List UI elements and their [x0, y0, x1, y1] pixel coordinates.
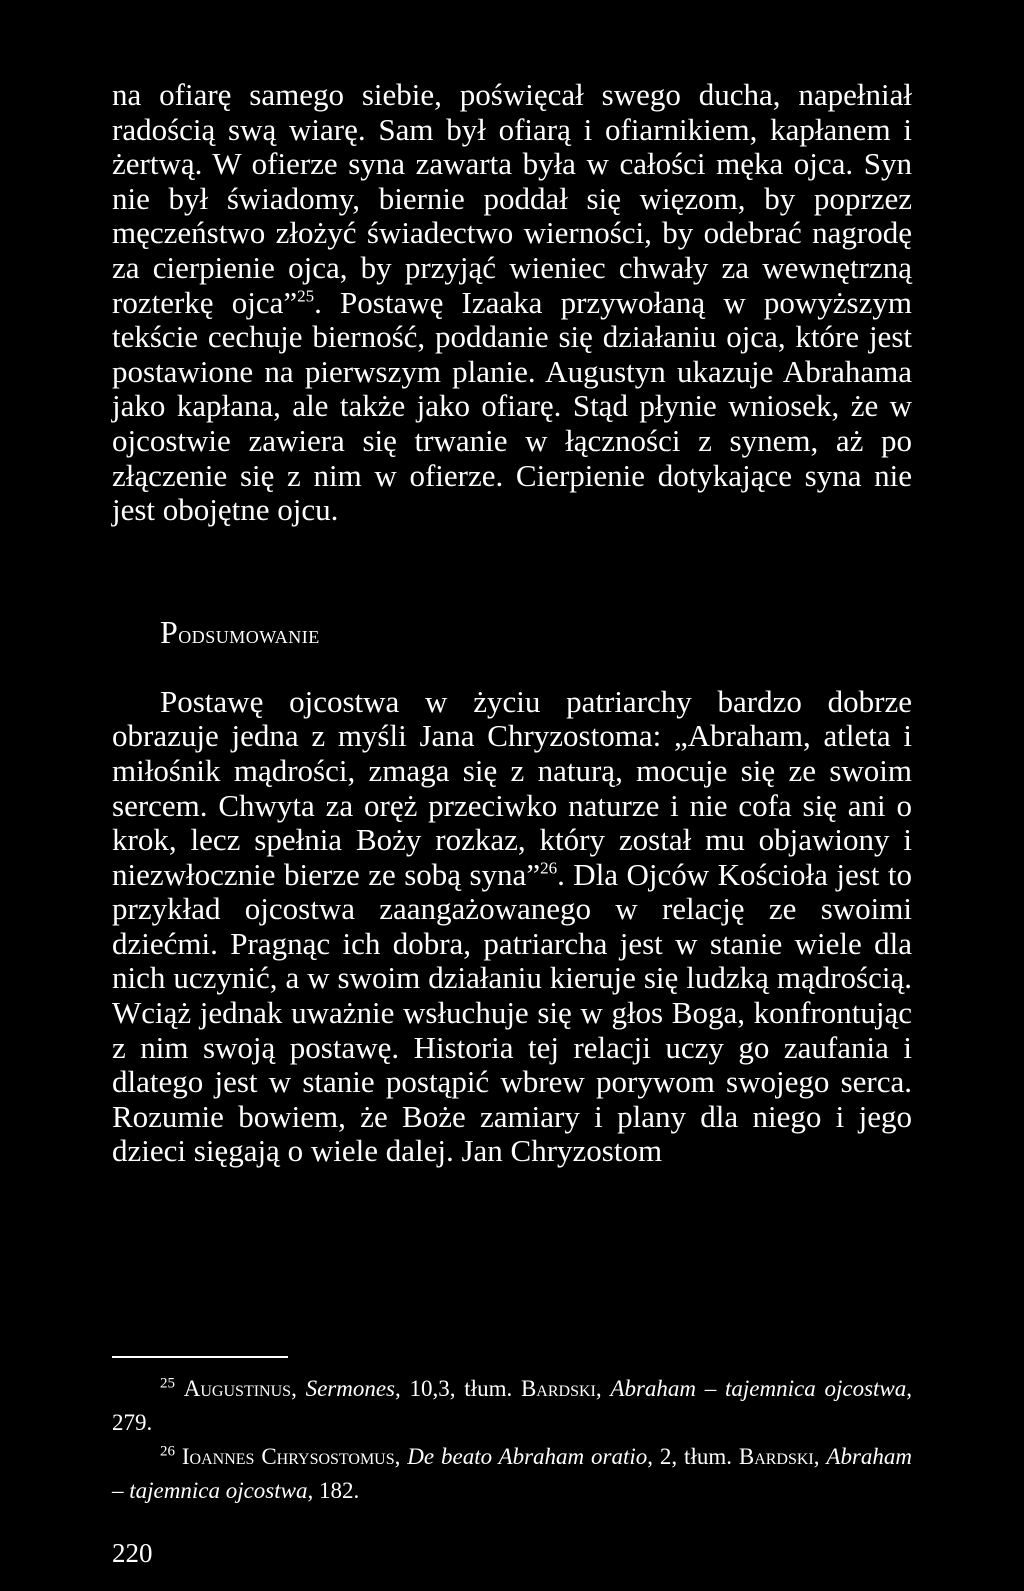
heading-initial: P	[160, 613, 179, 650]
footnote-divider	[112, 1356, 288, 1358]
main-text	[112, 78, 912, 1169]
footnote-separator: ,	[595, 1376, 611, 1401]
footnote: $^{26}$ Ioannes Chrysostomus, De beato Abraham oratio, 2, tłum. Bardski, Abraham – tajemnica ojcostwa, 182.	[112, 1443, 913, 1503]
footnote-title: Abraham – tajemnica ojcostwa	[610, 1376, 907, 1401]
footnote-work: De beato Abraham oratio	[407, 1444, 648, 1469]
footnote-number: 26	[160, 1443, 175, 1460]
heading-rest: odsumowanie	[178, 619, 320, 649]
paragraph-text: na ofiarę samego siebie, poświęcał swego ducha, napełniał radością swą wiarę. Sam był ofiarą i ofiarnikiem, kapłanem i żertwą. W ofierze syna zawarta była w całości męka ojca. Syn nie był świadomy, biernie poddał się więzom, by poprzez męczeństwo złożyć świadectwo wierności, by odebrać nagrodę za cierpienie ojca, by przyjąć wieniec chwały za wewnętrzną rozterkę ojca”	[112, 77, 912, 320]
body-paragraph	[112, 685, 912, 1169]
page-number: 220	[112, 1538, 153, 1568]
footnote: $^{25}$ Augustinus, Sermones, 10,3, tłum. Bardski, Abraham – tajemnica ojcostwa, 279.	[112, 1375, 913, 1435]
section-heading	[160, 612, 912, 655]
footnote-translator: Bardski	[738, 1444, 814, 1469]
paragraph-text: . Postawę Izaaka przywołaną w powyższym tekście cechuje bierność, poddanie się działaniu ojca, które jest postawione na pierwszym planie. Augustyn ukazuje Abrahama jako kapłana, ale także jako ofiarę. Stąd płynie wniosek, że w ojcostwie zawiera się trwanie w łączności z synem, aż po złączenie się z nim w ofierze. Cierpienie dotykające syna nie jest obojętne ojcu.	[112, 284, 912, 528]
paragraph-text: Postawę ojcostwa w życiu patriarchy bardzo dobrze obrazuje jedna z myśli Jana Chryzostoma: „Abraham, atleta i miłośnik mądrości, zmaga się z naturą, mocuje się ze swoim sercem. Chwyta za oręż przeciwko naturze i nie cofa się ani o krok, lecz spełnia Boży rozkaz, który został mu objawiony i niezwłocznie bierze ze sobą syna”	[112, 683, 912, 892]
paragraph-text: . Dla Ojców Kościoła jest to przykład ojcostwa zaangażowanego w relację ze swoimi dziećmi. Pragnąc ich dobra, patriarcha jest w stanie wiele dla nich uczynić, a w swoim działaniu kieruje się ludzką mądrością. Wciąż jednak uważnie wsłuchuje się w głos Boga, konfrontując z nim swoją postawę. Historia tej relacji uczy go zaufania i dlatego jest w stanie postąpić wbrew porywom swojego serca. Rozumie bowiem, że Boże zamiary i plany dla niego i jego dzieci sięgają o wiele dalej. Jan Chryzostom	[112, 856, 912, 1169]
footnote-locator: , 10,3, tłum.	[395, 1376, 521, 1401]
footnote-locator: , 2, tłum.	[647, 1444, 739, 1469]
footnote-page: , 182.	[307, 1478, 360, 1503]
footnote-reference: 26	[540, 858, 558, 878]
footnote-translator: Bardski	[520, 1376, 596, 1401]
footnote-separator: ,	[813, 1444, 827, 1469]
footnote-author: Augustinus	[183, 1376, 292, 1401]
body-paragraph	[112, 78, 912, 528]
footnote-author: Ioannes Chrysostomus	[181, 1444, 395, 1469]
footnote-work: Sermones	[305, 1376, 396, 1401]
footnote-title: Abraham – tajemnica ojcostwa	[112, 1444, 913, 1503]
footnote-reference: 25	[297, 286, 315, 306]
footnote-number: 25	[160, 1375, 175, 1392]
footnotes	[112, 1372, 912, 1508]
footnote-page: , 279.	[112, 1376, 913, 1435]
